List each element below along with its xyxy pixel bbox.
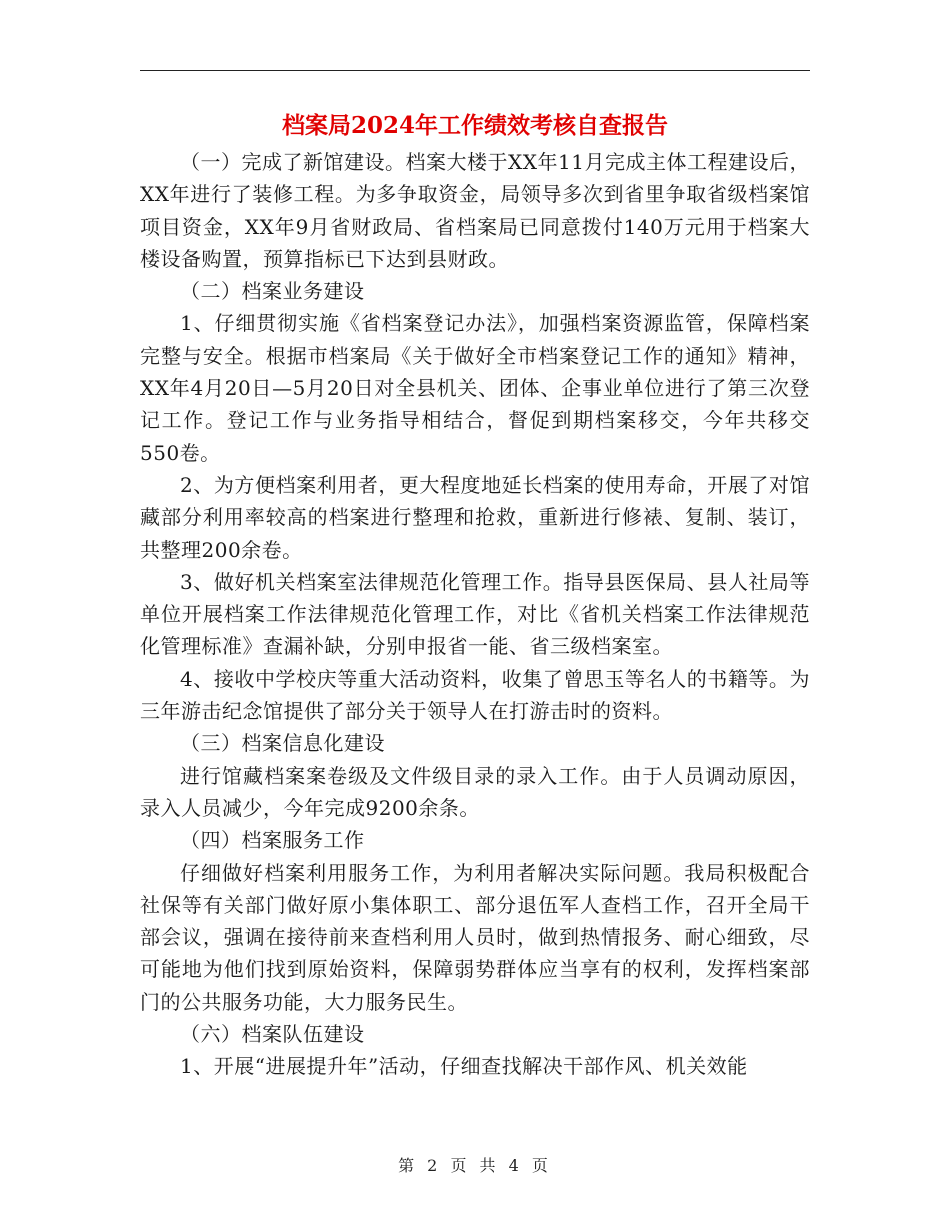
section-heading: （六）档案队伍建设 bbox=[180, 1022, 365, 1047]
paragraph: 1、仔细贯彻实施《省档案登记办法》，加强档案资源监管，保障档案完整与安全。根据市档案局《关于做好全市档案登记工作的通知》精神，XX年4月20日—5月20日对全县机关、团体、企事业单位进行了第三次登记工作。登记工作与业务指导相结合，督促到期档案移交，今年共移交550卷。 bbox=[140, 311, 810, 465]
paragraph: 1、开展“进展提升年”活动，仔细查找解决干部作风、机关效能 bbox=[180, 1054, 748, 1079]
header-rule bbox=[140, 70, 810, 71]
paragraph: （一）完成了新馆建设。档案大楼于XX年11月完成主体工程建设后，XX年进行了装修工程。为多争取资金，局领导多次到省里争取省级档案馆项目资金，XX年9月省财政局、省档案局已同意拨付140万元用于档案大楼设备购置，预算指标已下达到县财政。 bbox=[140, 150, 810, 271]
section-heading: （二）档案业务建设 bbox=[180, 279, 365, 304]
paragraph: 进行馆藏档案案卷级及文件级目录的录入工作。由于人员调动原因，录入人员减少，今年完成9200余条。 bbox=[140, 763, 810, 820]
paragraph: 仔细做好档案利用服务工作，为利用者解决实际问题。我局积极配合社保等有关部门做好原小集体职工、部分退伍军人查档工作，召开全局干部会议，强调在接待前来查档利用人员时，做到热情报务、耐心细致，尽可能地为他们找到原始资料，保障弱势群体应当享有的权利，发挥档案部门的公共服务功能，大力服务民生。 bbox=[140, 860, 810, 1014]
paragraph: 2、为方便档案利用者，更大程度地延长档案的使用寿命，开展了对馆藏部分利用率较高的档案进行整理和抢救，重新进行修裱、复制、装订，共整理200余卷。 bbox=[140, 472, 810, 562]
paragraph: 4、接收中学校庆等重大活动资料，收集了曾思玉等名人的书籍等。为三年游击纪念馆提供了部分关于领导人在打游击时的资料。 bbox=[140, 666, 810, 724]
section-heading: （三）档案信息化建设 bbox=[180, 731, 385, 756]
paragraph: 3、做好机关档案室法律规范化管理工作。指导县医保局、县人社局等单位开展档案工作法律规范化管理工作，对比《省机关档案工作法律规范化管理标准》查漏补缺，分别申报省一能、省三级档案室。 bbox=[140, 569, 810, 659]
document-title: 档案局2024年工作绩效考核自查报告 bbox=[281, 112, 668, 139]
section-heading: （四）档案服务工作 bbox=[180, 828, 365, 853]
document-body bbox=[140, 146, 810, 1083]
page-number: 第 2 页 共 4 页 bbox=[398, 1156, 552, 1175]
